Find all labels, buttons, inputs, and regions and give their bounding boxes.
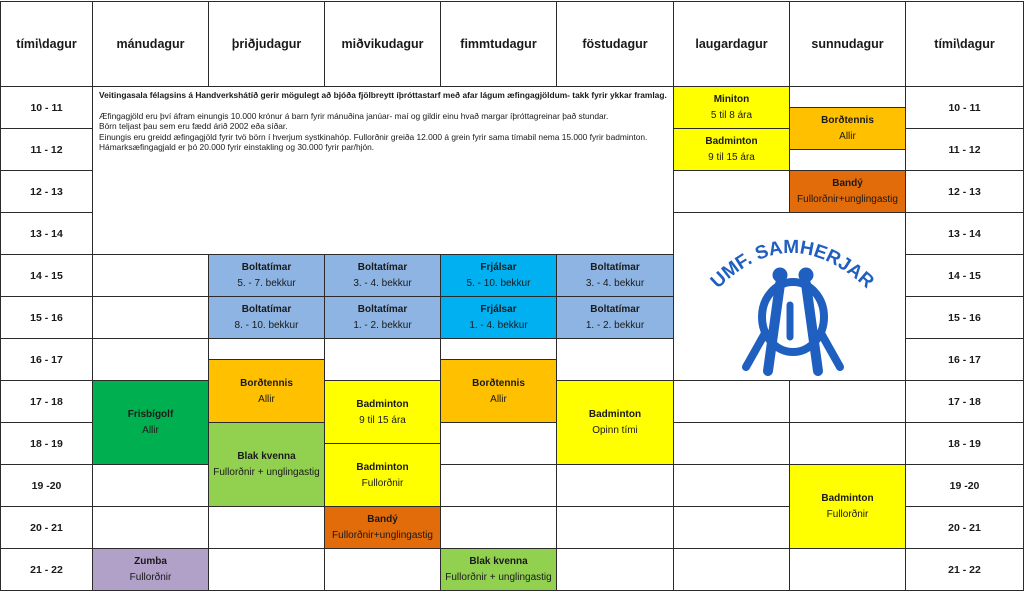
event-cell: [440, 359, 557, 423]
time-cell: [905, 422, 1024, 465]
event-cell: [440, 296, 557, 339]
header-2: [208, 1, 325, 87]
event-cell: [92, 548, 209, 591]
event-subtitle: Allir: [258, 393, 275, 405]
header-5: [556, 1, 674, 87]
event-cell: [556, 296, 674, 339]
umf-samherjar-logo-icon: [690, 217, 890, 377]
empty-cell: [92, 338, 209, 381]
event-title: Blak kvenna: [237, 451, 296, 462]
time-label: 19 -20: [949, 479, 980, 492]
header-label: þriðjudagur: [231, 37, 302, 51]
event-subtitle: 9 til 15 ára: [359, 414, 406, 426]
header-label: miðvikudagur: [341, 37, 424, 51]
header-0: [0, 1, 93, 87]
event-title: Boltatímar: [241, 304, 292, 315]
header-label: tími\dagur: [16, 37, 77, 51]
header-7: [789, 1, 906, 87]
empty-cell: [440, 464, 557, 507]
header-1: [92, 1, 209, 87]
time-label: 10 - 11: [948, 101, 981, 114]
event-cell: [208, 254, 325, 297]
event-subtitle: Opinn tími: [592, 425, 638, 436]
event-subtitle: 1. - 2. bekkur: [585, 320, 645, 331]
event-cell: [324, 254, 441, 297]
event-cell: [92, 380, 209, 465]
header-6: [673, 1, 790, 87]
time-cell: [905, 254, 1024, 297]
header-label: mánudagur: [116, 37, 185, 51]
time-label: 17 - 18: [948, 395, 981, 408]
event-title: Bandý: [832, 178, 863, 189]
event-subtitle: Allir: [142, 425, 159, 436]
time-label: 12 - 13: [948, 185, 981, 198]
event-title: Frjálsar: [480, 262, 517, 273]
event-cell: [673, 86, 790, 129]
notice-line: Einungis eru greidd æfingagjöld fyrir tvö börn í hverjum systkinahóp. Fullorðnir greiða 12.000 á grein fyrir sama tímabil nema 15.000 fyrir badminton. Hámarksæfingagjald er þó 20.000 fyrir einstakling og 30.000 fyrir par/hjón.: [99, 131, 648, 153]
event-cell: [324, 443, 441, 507]
event-subtitle: Allir: [490, 393, 507, 405]
event-title: Boltatímar: [241, 262, 292, 273]
time-label: 21 - 22: [30, 563, 63, 576]
time-label: 20 - 21: [948, 521, 981, 534]
empty-cell: [673, 422, 790, 465]
event-title: Boltatímar: [357, 262, 408, 273]
empty-cell: [789, 380, 906, 423]
empty-cell: [556, 338, 674, 381]
header-label: fimmtudagur: [460, 37, 537, 51]
time-cell: [905, 296, 1024, 339]
event-subtitle: 3. - 4. bekkur: [585, 278, 645, 289]
time-cell: [905, 464, 1024, 507]
event-subtitle: 3. - 4. bekkur: [353, 278, 412, 289]
time-label: 16 - 17: [948, 353, 981, 366]
logo-text: UMF. SAMHERJAR: [706, 236, 878, 293]
event-title: Frisbígolf: [127, 409, 174, 420]
header-3: [324, 1, 441, 87]
empty-cell: [673, 380, 790, 423]
event-subtitle: 8. - 10. bekkur: [234, 320, 299, 331]
header-label: laugardagur: [695, 37, 768, 51]
empty-cell: [789, 422, 906, 465]
event-title: Badminton: [821, 493, 874, 504]
event-title: Badminton: [356, 461, 409, 473]
time-cell: [0, 170, 93, 213]
header-4: [440, 1, 557, 87]
notice-lead: Veitingasala félagsins á Handverkshátíð gerir mögulegt að bjóða fjölbreytt íþróttastarf með afar lágum æfingagjöldum- takk fyrir ykkar framlag.: [99, 90, 667, 100]
empty-cell: [789, 548, 906, 591]
event-cell: [789, 170, 906, 213]
time-cell: [905, 86, 1024, 129]
time-cell: [0, 548, 93, 591]
event-cell: [324, 506, 441, 549]
empty-cell: [673, 548, 790, 591]
time-cell: [0, 296, 93, 339]
time-label: 18 - 19: [30, 437, 63, 450]
event-title: Frjálsar: [480, 304, 517, 315]
time-label: 19 -20: [31, 479, 62, 492]
empty-cell: [92, 506, 209, 549]
empty-cell: [556, 548, 674, 591]
empty-cell: [440, 506, 557, 549]
event-subtitle: 1. - 4. bekkur: [469, 320, 528, 331]
empty-cell: [556, 506, 674, 549]
empty-cell: [324, 548, 441, 591]
empty-cell: [208, 548, 325, 591]
event-cell: [789, 464, 906, 549]
event-title: Borðtennis: [240, 377, 293, 389]
event-cell: [440, 254, 557, 297]
time-cell: [0, 464, 93, 507]
time-cell: [0, 128, 93, 171]
time-label: 15 - 16: [30, 311, 63, 324]
event-title: Badminton: [705, 136, 758, 147]
event-title: Boltatímar: [590, 262, 640, 273]
event-cell: [324, 380, 441, 444]
time-cell: [0, 506, 93, 549]
event-subtitle: Fullorðnir+unglingastig: [332, 530, 433, 541]
notice-line: Æfingagjöld eru því áfram einungis 10.000 krónur á barn fyrir mánuðina janúar- maí og gildir einu hvað margar íþróttagreinar það stundar.: [99, 110, 609, 121]
header-label: föstudagur: [582, 37, 648, 51]
event-subtitle: Fullorðnir: [826, 509, 869, 520]
time-label: 14 - 15: [948, 269, 981, 282]
time-cell: [0, 338, 93, 381]
event-title: Badminton: [588, 409, 642, 420]
time-label: 13 - 14: [948, 227, 981, 240]
time-label: 17 - 18: [30, 395, 63, 408]
empty-cell: [673, 170, 790, 213]
empty-cell: [673, 464, 790, 507]
event-title: Zumba: [134, 556, 167, 567]
event-subtitle: 5 til 8 ára: [710, 110, 753, 121]
event-title: Borðtennis: [472, 377, 525, 389]
event-subtitle: Fullorðnir: [129, 572, 172, 583]
time-label: 10 - 11: [30, 101, 63, 114]
time-label: 18 - 19: [948, 437, 981, 450]
empty-cell: [92, 464, 209, 507]
event-subtitle: Fullorðnir: [361, 477, 404, 489]
event-title: Badminton: [356, 398, 409, 410]
event-cell: [789, 107, 906, 150]
notice-line: Börn teljast þau sem eru fædd árið 2002 eða síðar.: [99, 121, 288, 132]
empty-cell: [440, 422, 557, 465]
empty-cell: [208, 506, 325, 549]
time-cell: [0, 254, 93, 297]
header-8: [905, 1, 1024, 87]
event-subtitle: Fullorðnir+unglingastig: [797, 194, 898, 205]
event-cell: [673, 128, 790, 171]
time-cell: [905, 380, 1024, 423]
event-cell: [208, 296, 325, 339]
event-cell: [208, 359, 325, 423]
time-cell: [905, 128, 1024, 171]
time-label: 11 - 12: [948, 143, 981, 156]
event-title: Miniton: [713, 94, 750, 105]
time-label: 20 - 21: [30, 521, 63, 534]
event-subtitle: 1. - 2. bekkur: [353, 320, 412, 331]
time-label: 14 - 15: [30, 269, 63, 282]
time-label: 15 - 16: [948, 311, 981, 324]
event-cell: [440, 548, 557, 591]
empty-cell: [92, 296, 209, 339]
empty-cell: [673, 506, 790, 549]
time-label: 21 - 22: [948, 563, 981, 576]
empty-cell: [556, 464, 674, 507]
time-label: 12 - 13: [30, 185, 63, 198]
logo-area: [674, 213, 905, 380]
time-cell: [0, 422, 93, 465]
time-label: 16 - 17: [30, 353, 63, 366]
event-cell: [556, 254, 674, 297]
empty-cell: [324, 338, 441, 381]
event-title: Boltatímar: [357, 304, 408, 315]
event-subtitle: Allir: [839, 131, 856, 142]
empty-cell: [92, 254, 209, 297]
time-cell: [905, 338, 1024, 381]
time-cell: [0, 86, 93, 129]
event-subtitle: 9 til 15 ára: [708, 152, 755, 163]
time-cell: [0, 380, 93, 423]
time-cell: [905, 212, 1024, 255]
time-label: 13 - 14: [30, 227, 63, 240]
time-cell: [905, 506, 1024, 549]
header-label: tími\dagur: [934, 37, 995, 51]
event-cell: [556, 380, 674, 465]
fee-notice: [92, 86, 674, 255]
event-subtitle: 5. - 10. bekkur: [466, 278, 531, 289]
time-label: 11 - 12: [30, 143, 63, 156]
event-subtitle: Fullorðnir + unglingastig: [213, 467, 320, 478]
event-title: Blak kvenna: [469, 556, 528, 567]
event-subtitle: Fullorðnir + unglingastig: [445, 572, 552, 583]
event-cell: [208, 422, 325, 507]
event-title: Boltatímar: [590, 304, 640, 315]
event-cell: [324, 296, 441, 339]
time-cell: [0, 212, 93, 255]
event-title: Bandý: [367, 514, 398, 525]
time-cell: [905, 548, 1024, 591]
header-label: sunnudagur: [811, 37, 884, 51]
event-subtitle: 5. - 7. bekkur: [237, 278, 296, 289]
time-cell: [905, 170, 1024, 213]
event-title: Borðtennis: [821, 115, 874, 126]
